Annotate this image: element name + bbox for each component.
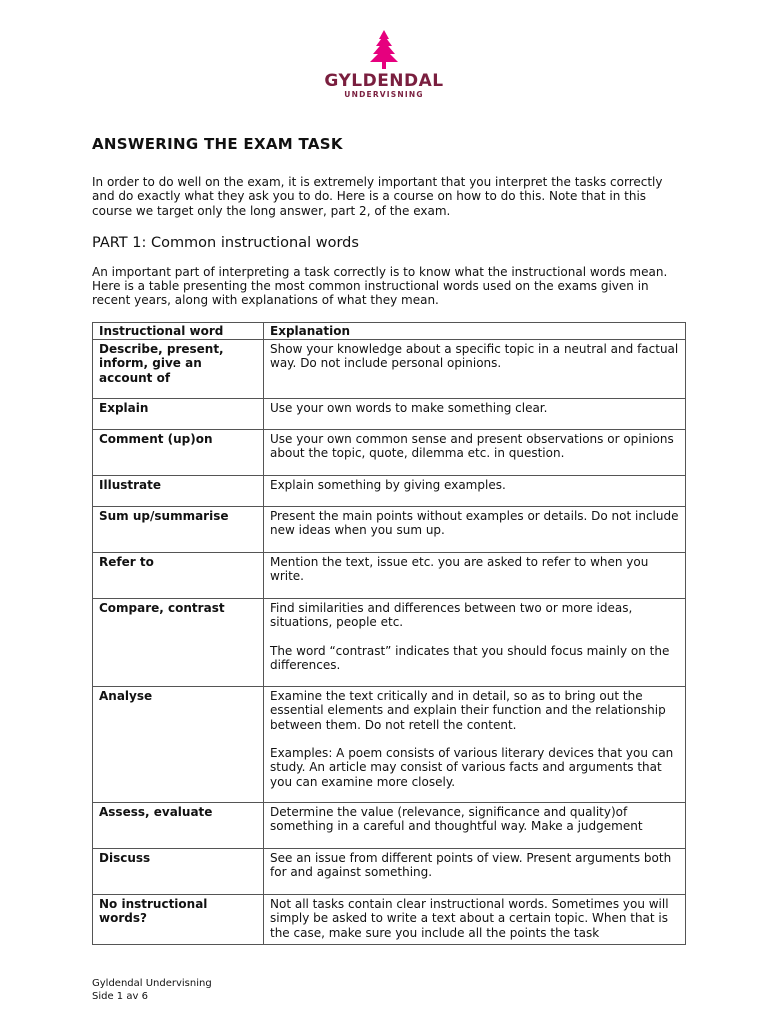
explanation-paragraph: Mention the text, issue etc. you are asked to refer to when you write. bbox=[270, 555, 649, 584]
instructional-word-cell: Compare, contrast bbox=[93, 599, 264, 687]
explanation-paragraph: Explain something by giving examples. bbox=[270, 478, 506, 493]
part1-intro-paragraph: An important part of interpreting a task correctly is to know what the instructional words mean. Here is a table presenting the most common instructional words used on the exams given in recent years, along with explanations of what they mean. bbox=[92, 264, 668, 308]
tree-logo-icon bbox=[369, 30, 399, 70]
table-row bbox=[93, 849, 686, 895]
table-row bbox=[93, 507, 686, 553]
explanation-cell bbox=[264, 553, 686, 599]
table-row bbox=[93, 399, 686, 430]
table-row bbox=[93, 687, 686, 803]
logo-name: GYLDENDAL bbox=[324, 71, 444, 91]
explanation-cell bbox=[264, 399, 686, 430]
instructional-word-cell: Sum up/summarise bbox=[93, 507, 264, 553]
explanation-paragraph: See an issue from different points of view. Present arguments both for and against something. bbox=[270, 851, 672, 880]
column-header-word: Instructional word bbox=[93, 322, 264, 339]
explanation-cell bbox=[264, 430, 686, 476]
table-row bbox=[93, 340, 686, 399]
explanation-cell bbox=[264, 895, 686, 945]
instructional-word-cell: Explain bbox=[93, 399, 264, 430]
instructional-word-cell: Describe, present, inform, give an account of bbox=[93, 340, 264, 399]
column-header-explanation: Explanation bbox=[264, 322, 686, 339]
table-row bbox=[93, 599, 686, 687]
explanation-paragraph: Use your own words to make something clear. bbox=[270, 401, 548, 416]
explanation-paragraph: Determine the value (relevance, significance and quality)of something in a careful and thoughtful way. Make a judgement bbox=[270, 805, 643, 834]
instructional-word-cell: No instructional words? bbox=[93, 895, 264, 945]
footer-page-number: Side 1 av 6 bbox=[92, 991, 148, 1002]
footer-publisher: Gyldendal Undervisning bbox=[92, 978, 212, 989]
table-body bbox=[93, 340, 686, 945]
instructional-word-cell: Discuss bbox=[93, 849, 264, 895]
table-row bbox=[93, 430, 686, 476]
page-footer bbox=[92, 977, 212, 1003]
logo-subname: UNDERVISNING bbox=[344, 90, 424, 99]
explanation-paragraph: The word “contrast” indicates that you should focus mainly on the differences. bbox=[270, 643, 670, 672]
explanation-paragraph: Use your own common sense and present observations or opinions about the topic, quote, dilemma etc. in question. bbox=[270, 432, 674, 461]
document-title: ANSWERING THE EXAM TASK bbox=[92, 135, 343, 153]
document-body bbox=[92, 134, 686, 945]
explanation-cell bbox=[264, 476, 686, 507]
instructional-words-table bbox=[92, 322, 686, 945]
explanation-cell bbox=[264, 340, 686, 399]
explanation-paragraph: Examine the text critically and in detail, so as to bring out the essential elements and explain their function and the relationship between them. Do not retell the content. bbox=[270, 689, 666, 732]
table-row bbox=[93, 895, 686, 945]
instructional-word-cell: Analyse bbox=[93, 687, 264, 803]
explanation-paragraph: Find similarities and differences between two or more ideas, situations, people etc. bbox=[270, 601, 633, 630]
instructional-word-cell: Assess, evaluate bbox=[93, 803, 264, 849]
explanation-cell bbox=[264, 687, 686, 803]
part1-heading: PART 1: Common instructional words bbox=[92, 234, 359, 251]
explanation-cell bbox=[264, 599, 686, 687]
instructional-word-cell: Comment (up)on bbox=[93, 430, 264, 476]
instructional-word-cell: Refer to bbox=[93, 553, 264, 599]
table-row bbox=[93, 553, 686, 599]
explanation-paragraph: Present the main points without examples or details. Do not include new ideas when you sum up. bbox=[270, 509, 679, 538]
explanation-paragraph: Not all tasks contain clear instructional words. Sometimes you will simply be asked to write a text about a certain topic. When that is the case, make sure you include all the points the task bbox=[270, 897, 669, 940]
publisher-logo bbox=[0, 30, 768, 99]
intro-paragraph: In order to do well on the exam, it is extremely important that you interpret the tasks correctly and do exactly what they ask you to do. Here is a course on how to do this. Note that in this course we target only the long answer, part 2, of the exam. bbox=[92, 175, 663, 218]
explanation-cell bbox=[264, 507, 686, 553]
explanation-cell bbox=[264, 849, 686, 895]
table-row bbox=[93, 803, 686, 849]
explanation-cell bbox=[264, 803, 686, 849]
instructional-word-cell: Illustrate bbox=[93, 476, 264, 507]
explanation-paragraph: Show your knowledge about a specific topic in a neutral and factual way. Do not include personal opinions. bbox=[270, 342, 679, 371]
table-row bbox=[93, 476, 686, 507]
explanation-paragraph: Examples: A poem consists of various literary devices that you can study. An article may consist of various facts and arguments that you can examine more closely. bbox=[270, 745, 674, 789]
table-header-row bbox=[93, 322, 686, 339]
